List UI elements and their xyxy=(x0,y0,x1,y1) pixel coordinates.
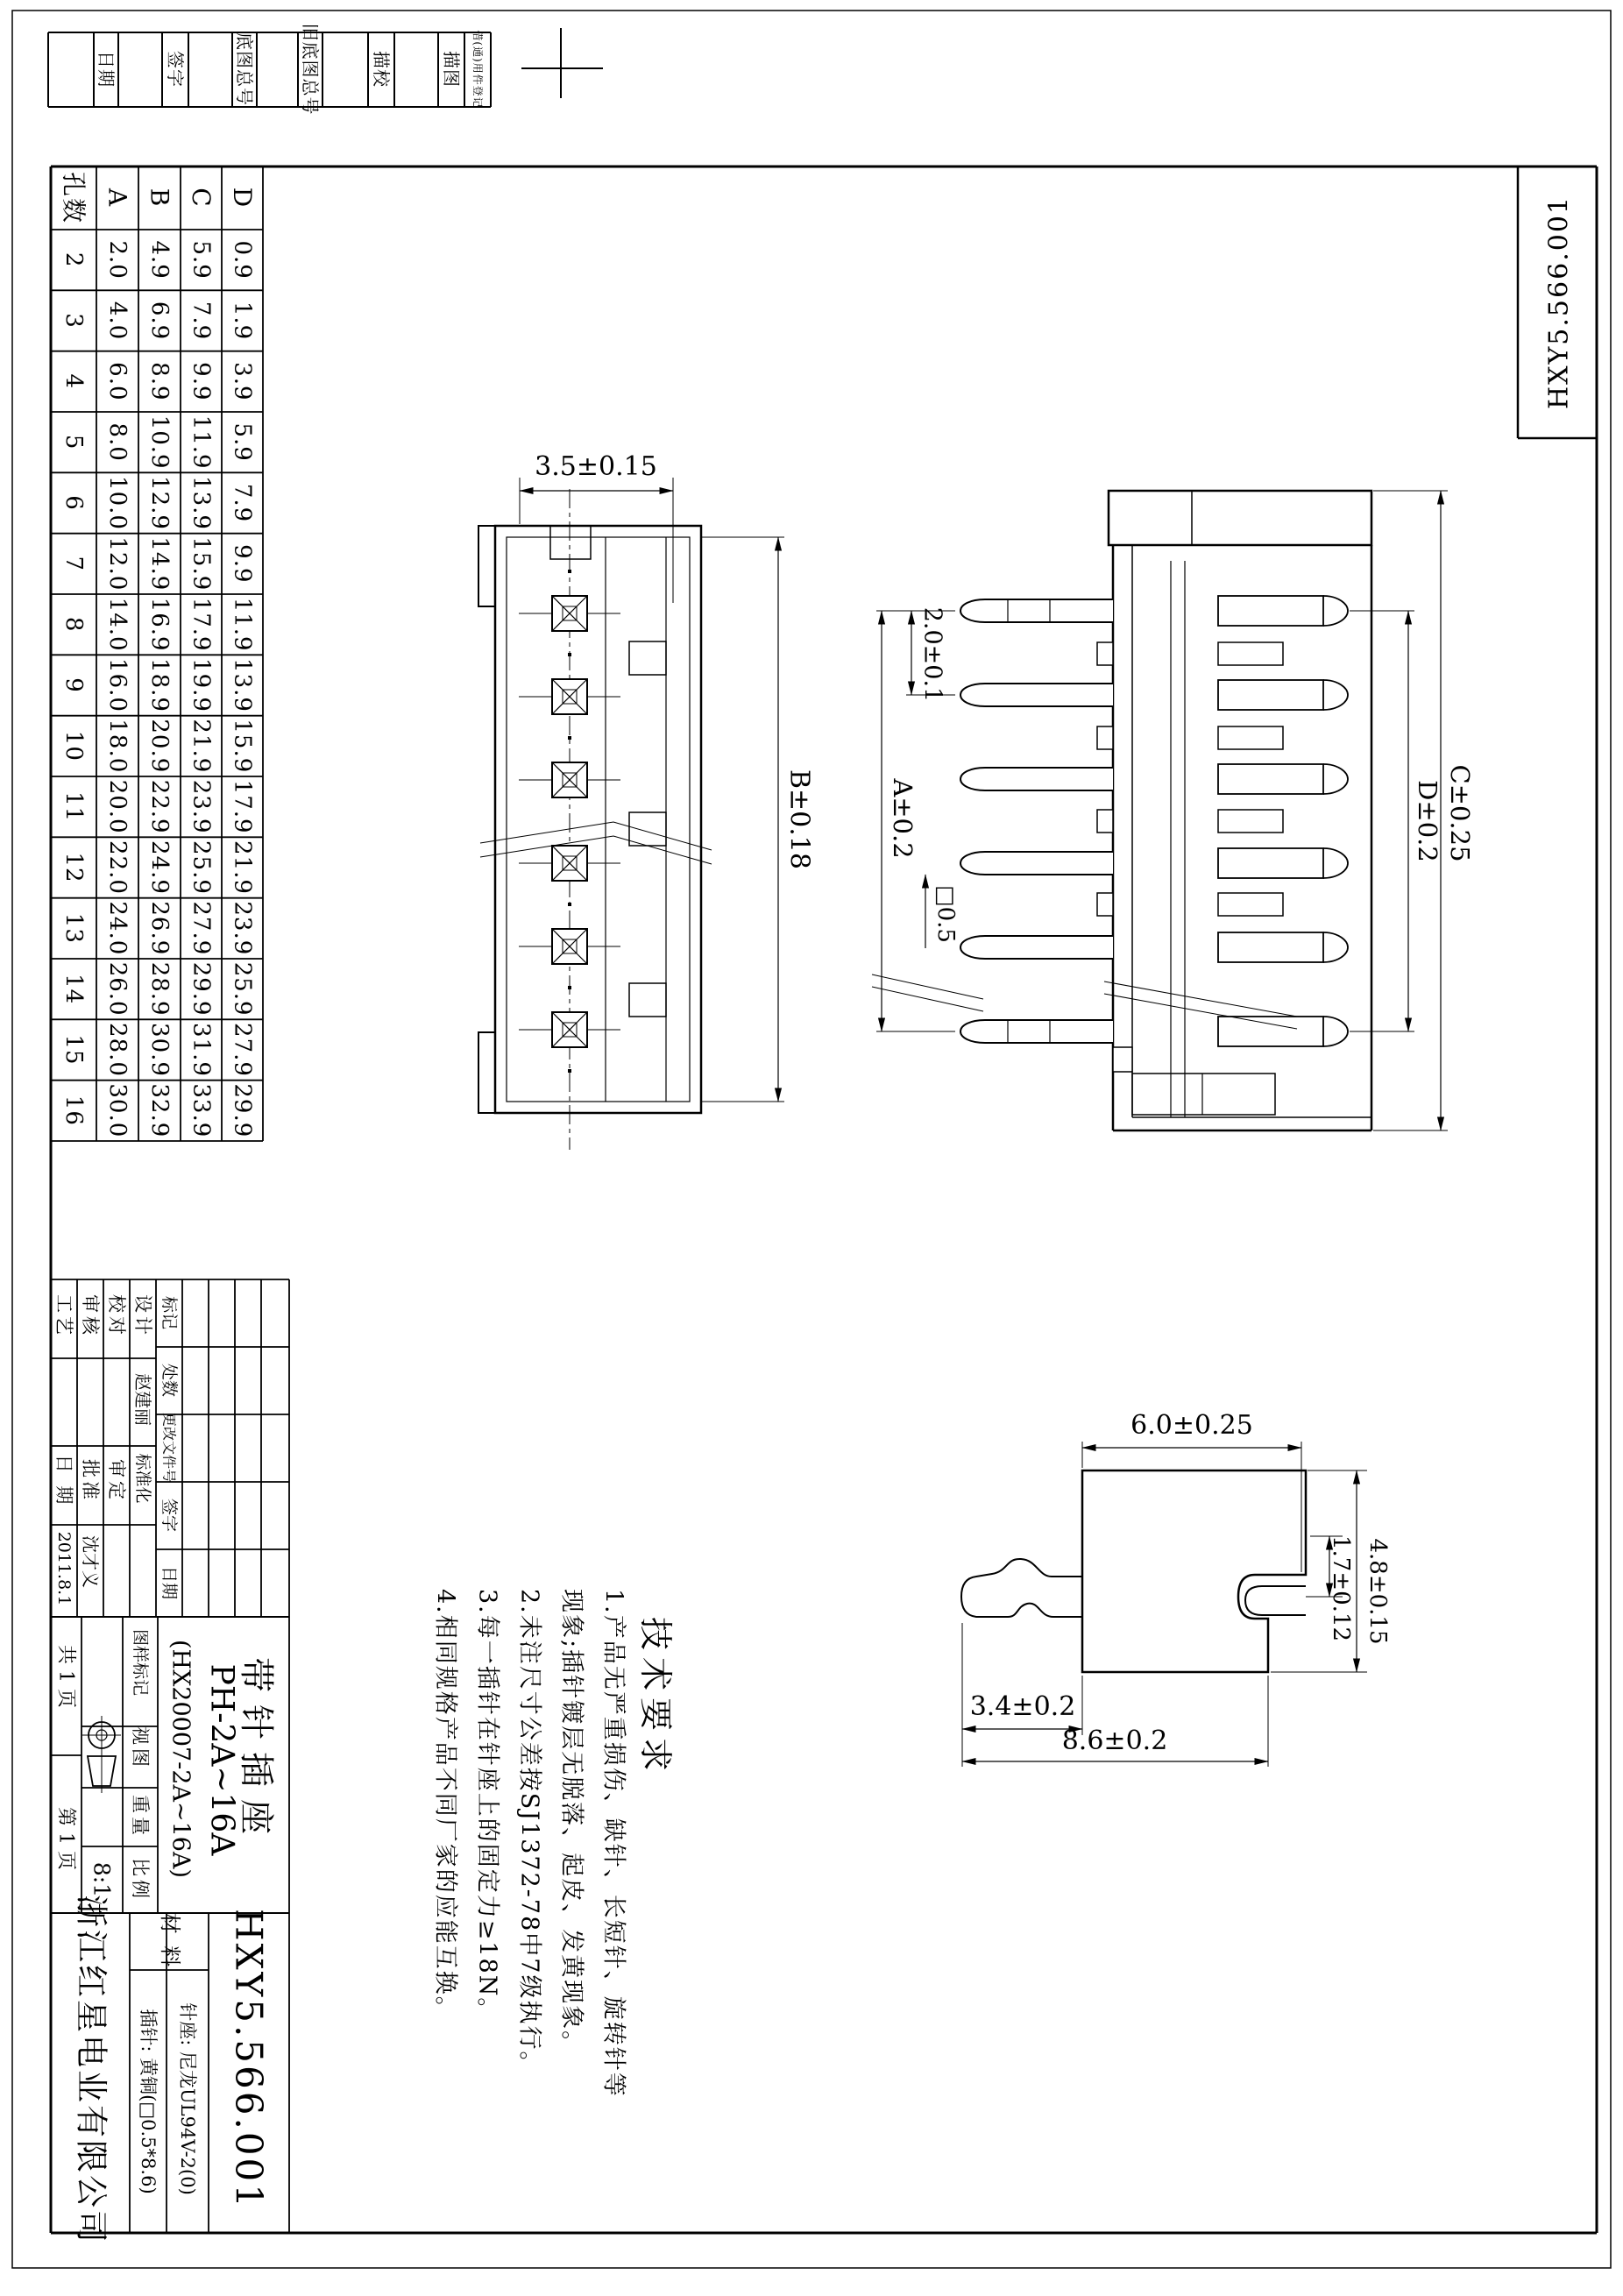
table-cell: 1.9 xyxy=(229,301,256,341)
tech-req-line: 4.相同规格产品不同厂家的应能互换。 xyxy=(431,1589,459,2022)
pin-channel-tip xyxy=(1323,680,1348,710)
table-cell: 19.9 xyxy=(188,658,215,712)
channel-separator xyxy=(1218,810,1283,833)
dimension-table xyxy=(51,167,263,1141)
rev-label-shending: 审定 xyxy=(106,1459,127,1503)
table-cell: 12 xyxy=(60,852,87,883)
table-row xyxy=(60,415,255,470)
rev-label-gongyi: 工艺 xyxy=(53,1294,74,1338)
wall-bump xyxy=(1097,893,1113,916)
table-row xyxy=(60,780,256,834)
corner-code-box xyxy=(1518,167,1597,438)
table-cell: 22.0 xyxy=(104,840,131,895)
rev-h-wenjianhao: 更改文件号 xyxy=(160,1412,178,1484)
table-cell: 11.9 xyxy=(229,597,256,652)
table-cell: 5.9 xyxy=(188,240,215,280)
table-cell: 31.9 xyxy=(188,1023,215,1077)
dim-pin-square: □0.5 xyxy=(932,885,959,943)
table-cell: 22.9 xyxy=(146,779,173,834)
table-cell: 14.9 xyxy=(146,536,173,592)
rev-h-qianzi: 签字 xyxy=(159,1498,179,1533)
table-cell: 7.9 xyxy=(229,483,256,523)
product-code: (HX20007-2A~16A) xyxy=(167,1639,195,1879)
table-row xyxy=(60,301,256,340)
dim-6.0: 6.0±0.25 xyxy=(1130,1410,1253,1441)
table-cell: 12.9 xyxy=(146,476,173,530)
table-cell: 23.9 xyxy=(188,779,215,834)
table-cell: 29.9 xyxy=(188,961,215,1017)
table-cell: 13 xyxy=(60,912,87,944)
side-notch xyxy=(629,983,666,1017)
table-row xyxy=(60,901,256,955)
break-line xyxy=(872,987,983,1011)
sheets-total: 共 1 页 xyxy=(54,1645,77,1708)
centering-mark xyxy=(521,28,603,98)
center-dot xyxy=(568,986,571,989)
table-cell: 11 xyxy=(60,791,87,823)
table-cell: 30.0 xyxy=(104,1083,131,1138)
pin-channel xyxy=(1218,596,1323,626)
left-pin xyxy=(961,1559,1082,1617)
dim-A: A±0.2 xyxy=(888,778,918,859)
pin-channel-tip xyxy=(1323,596,1348,626)
table-cell: 7 xyxy=(60,556,87,572)
product-name: 带针插座 xyxy=(236,1657,276,1846)
rev-h-chushu: 处数 xyxy=(159,1363,179,1398)
table-cell: 23.9 xyxy=(229,901,256,956)
table-cell: 32.9 xyxy=(146,1083,173,1138)
table-cell: 6 xyxy=(60,495,87,511)
pin-channel-tip xyxy=(1323,848,1348,878)
table-cell: 13.9 xyxy=(188,476,215,530)
rev-label-shenhe: 审核 xyxy=(80,1294,101,1338)
table-cell: 20.9 xyxy=(146,719,173,774)
table-cell: 16 xyxy=(60,1095,87,1126)
table-cell: 28.9 xyxy=(146,961,173,1017)
margin-label: 描图 xyxy=(441,51,462,88)
rev-designer-name: 赵建丽 xyxy=(132,1373,153,1426)
margin-label: 旧底图总号 xyxy=(300,23,321,116)
rev-label-biaozhunhua: 标准化 xyxy=(133,1453,152,1504)
product-model: PH-2A~16A xyxy=(203,1663,240,1856)
table-cell: 21.9 xyxy=(229,840,256,895)
pin xyxy=(960,1020,1113,1043)
material-seat: 针座: 尼龙UL94V-2(0) xyxy=(177,2002,198,2195)
table-row xyxy=(60,719,256,773)
corner-drawing-number: HXY5.566.001 xyxy=(1543,195,1575,410)
tech-req-line: 3.每一插针在针座上的固定力≥18N。 xyxy=(473,1589,501,2023)
wall-bump xyxy=(1097,642,1113,665)
dim-B: B±0.18 xyxy=(783,769,815,869)
table-cell: 8 xyxy=(60,616,87,633)
pin-channel-tip xyxy=(1323,1017,1348,1046)
table-header: 孔数 xyxy=(59,171,89,225)
drawing-number: HXY5.566.001 xyxy=(227,1908,271,2211)
table-cell: 5 xyxy=(60,434,87,450)
table-header: B xyxy=(145,188,174,209)
table-cell: 2 xyxy=(60,252,87,268)
table-cell: 13.9 xyxy=(229,658,256,712)
view-top xyxy=(478,451,815,1150)
table-row xyxy=(60,1083,256,1137)
housing-cap xyxy=(1109,491,1371,545)
revision-table xyxy=(51,1279,289,1617)
table-cell: 10 xyxy=(60,730,87,762)
table-cell: 9 xyxy=(60,677,87,693)
rev-approver-name: 沈才义 xyxy=(80,1535,101,1588)
mount-ear-top xyxy=(478,526,495,606)
pin xyxy=(960,684,1113,706)
pin-channel-tip xyxy=(1323,932,1348,962)
table-cell: 3 xyxy=(60,313,87,329)
table-row xyxy=(60,536,256,591)
table-cell: 6.9 xyxy=(146,301,173,341)
table-cell: 17.9 xyxy=(188,597,215,652)
table-cell: 10.0 xyxy=(104,476,131,530)
center-dot xyxy=(568,1069,571,1073)
table-cell: 6.0 xyxy=(104,362,131,401)
pin xyxy=(960,936,1113,959)
center-dot xyxy=(568,570,571,573)
center-dot xyxy=(568,653,571,656)
material-pin: 插针: 黄铜(□0.5*8.6) xyxy=(138,2009,159,2194)
dim-8.6: 8.6±0.2 xyxy=(1061,1726,1168,1756)
pin xyxy=(960,852,1113,875)
rev-label-pizhun: 批准 xyxy=(80,1459,101,1503)
pin xyxy=(960,768,1113,790)
dim-D: D±0.2 xyxy=(1413,780,1442,862)
tech-req-heading: 技术要求 xyxy=(636,1617,675,1779)
dim-1.7: 1.7±0.12 xyxy=(1328,1535,1354,1642)
table-row xyxy=(60,240,256,279)
rev-label-jiaodui: 校对 xyxy=(106,1294,127,1338)
table-cell: 9.9 xyxy=(188,362,215,401)
table-cell: 24.9 xyxy=(146,840,173,895)
table-cell: 25.9 xyxy=(229,961,256,1017)
dim-4.8: 4.8±0.15 xyxy=(1364,1538,1391,1645)
table-cell: 18.9 xyxy=(146,658,173,712)
body-outline xyxy=(1082,1470,1306,1672)
technical-requirements xyxy=(432,1589,676,2098)
side-notch xyxy=(629,641,666,675)
margin-label: 借(通)用件登记 xyxy=(471,30,484,109)
table-cell: 9.9 xyxy=(229,544,256,584)
table-cell: 20.0 xyxy=(104,779,131,834)
table-header: A xyxy=(103,188,132,209)
table-cell: 2.0 xyxy=(104,240,131,280)
base-block xyxy=(1132,1074,1275,1115)
center-dot xyxy=(568,903,571,906)
table-cell: 17.9 xyxy=(229,779,256,834)
table-cell: 10.9 xyxy=(146,415,173,470)
channel-separator xyxy=(1218,893,1283,916)
pin-channel xyxy=(1218,680,1323,710)
table-cell: 27.9 xyxy=(229,1023,256,1077)
table-cell: 16.9 xyxy=(146,597,173,652)
table-header: C xyxy=(187,188,216,209)
table-cell: 3.9 xyxy=(229,362,256,401)
table-cell: 16.0 xyxy=(104,658,131,712)
table-cell: 4.9 xyxy=(146,240,173,280)
table-cell: 25.9 xyxy=(188,840,215,895)
table-row xyxy=(60,362,256,400)
table-cell: 30.9 xyxy=(146,1023,173,1077)
label-mark: 图样标记 xyxy=(131,1628,150,1697)
table-cell: 4 xyxy=(60,373,87,390)
rev-label-sheji: 设计 xyxy=(132,1294,153,1338)
table-cell: 26.9 xyxy=(146,901,173,956)
table-cell: 29.9 xyxy=(229,1083,256,1138)
pin-channel-tip xyxy=(1323,764,1348,794)
table-cell: 18.0 xyxy=(104,719,131,774)
table-cell: 27.9 xyxy=(188,901,215,956)
margin-label-strip xyxy=(48,24,491,116)
table-row xyxy=(60,1023,256,1077)
table-row xyxy=(60,962,256,1017)
table-header: D xyxy=(228,187,257,209)
table-cell: 15.9 xyxy=(188,536,215,592)
tech-req-line: 1.产品无严重损伤、缺针、长短针、旋转针等 xyxy=(599,1589,627,2098)
table-cell: 14.0 xyxy=(104,597,131,652)
pin-channel xyxy=(1218,932,1323,962)
title-block xyxy=(51,1617,289,2245)
margin-label: 日期 xyxy=(96,51,117,88)
company-name: 浙江红星电业有限公司 xyxy=(72,1895,110,2245)
margin-label: 签字 xyxy=(165,51,186,88)
margin-label: 描校 xyxy=(371,51,392,88)
polarizing-key xyxy=(550,526,591,559)
table-cell: 8.0 xyxy=(104,422,131,462)
tech-req-line: 现象;插针镀层无脱落、起皮、发黄现象。 xyxy=(557,1589,585,2057)
label-view: 视图 xyxy=(130,1726,151,1770)
rev-date: 2011.8.1 xyxy=(54,1531,74,1606)
right-pin xyxy=(1245,1586,1306,1615)
wall-bump xyxy=(1097,810,1113,833)
table-cell: 5.9 xyxy=(229,422,256,462)
table-cell: 8.9 xyxy=(146,362,173,401)
label-weight: 重量 xyxy=(130,1795,151,1839)
pin-channel xyxy=(1218,764,1323,794)
dim-pitch: 2.0±0.1 xyxy=(918,606,946,703)
view-front xyxy=(872,491,1475,1130)
break-line xyxy=(872,974,983,999)
drawing-frame xyxy=(51,167,1597,2233)
pin-channel xyxy=(1218,1017,1323,1046)
table-row xyxy=(60,840,256,895)
scale-value: 8:1 xyxy=(89,1861,115,1898)
table-cell: 4.0 xyxy=(104,301,131,341)
wall-bump xyxy=(1097,726,1113,749)
table-cell: 26.0 xyxy=(104,961,131,1017)
table-cell: 14 xyxy=(60,974,87,1005)
margin-label: 底图总号 xyxy=(234,32,255,106)
table-cell: 15.9 xyxy=(229,719,256,774)
dim-3.5: 3.5±0.15 xyxy=(535,451,657,482)
table-row xyxy=(60,476,256,530)
rev-h-riqi: 日期 xyxy=(159,1565,179,1600)
table-cell: 33.9 xyxy=(188,1083,215,1138)
center-dot xyxy=(568,736,571,740)
table-cell: 21.9 xyxy=(188,719,215,774)
mount-ear-bottom xyxy=(478,1032,495,1113)
table-row xyxy=(60,658,256,712)
table-cell: 11.9 xyxy=(188,415,215,470)
wall-step xyxy=(1113,1047,1132,1072)
pins xyxy=(960,596,1348,1046)
table-cell: 0.9 xyxy=(229,240,256,280)
projection-symbol-icon xyxy=(82,1716,121,1793)
label-scale: 比例 xyxy=(130,1858,151,1902)
dim-3.4: 3.4±0.2 xyxy=(969,1691,1076,1722)
pin-channel xyxy=(1218,848,1323,878)
table-row xyxy=(60,598,256,652)
table-cell: 12.0 xyxy=(104,536,131,592)
pin xyxy=(960,599,1113,622)
sheet-number: 第 1 页 xyxy=(54,1807,77,1870)
rev-h-biaoji: 标记 xyxy=(159,1295,179,1330)
dim-C: C±0.25 xyxy=(1445,764,1475,862)
break-line xyxy=(480,822,712,850)
table-cell: 15 xyxy=(60,1034,87,1066)
side-notch xyxy=(629,812,666,846)
table-cell: 7.9 xyxy=(188,301,215,341)
view-side xyxy=(961,1410,1391,1767)
channel-separator xyxy=(1218,642,1283,665)
rev-label-riqi: 日 期 xyxy=(53,1454,74,1508)
channel-separator xyxy=(1218,726,1283,749)
tech-req-line: 2.未注尺寸公差按SJ1372-78中7级执行。 xyxy=(515,1589,543,2077)
table-cell: 24.0 xyxy=(104,901,131,956)
table-cell: 28.0 xyxy=(104,1023,131,1077)
material-label: 材 料 xyxy=(158,1912,182,1970)
